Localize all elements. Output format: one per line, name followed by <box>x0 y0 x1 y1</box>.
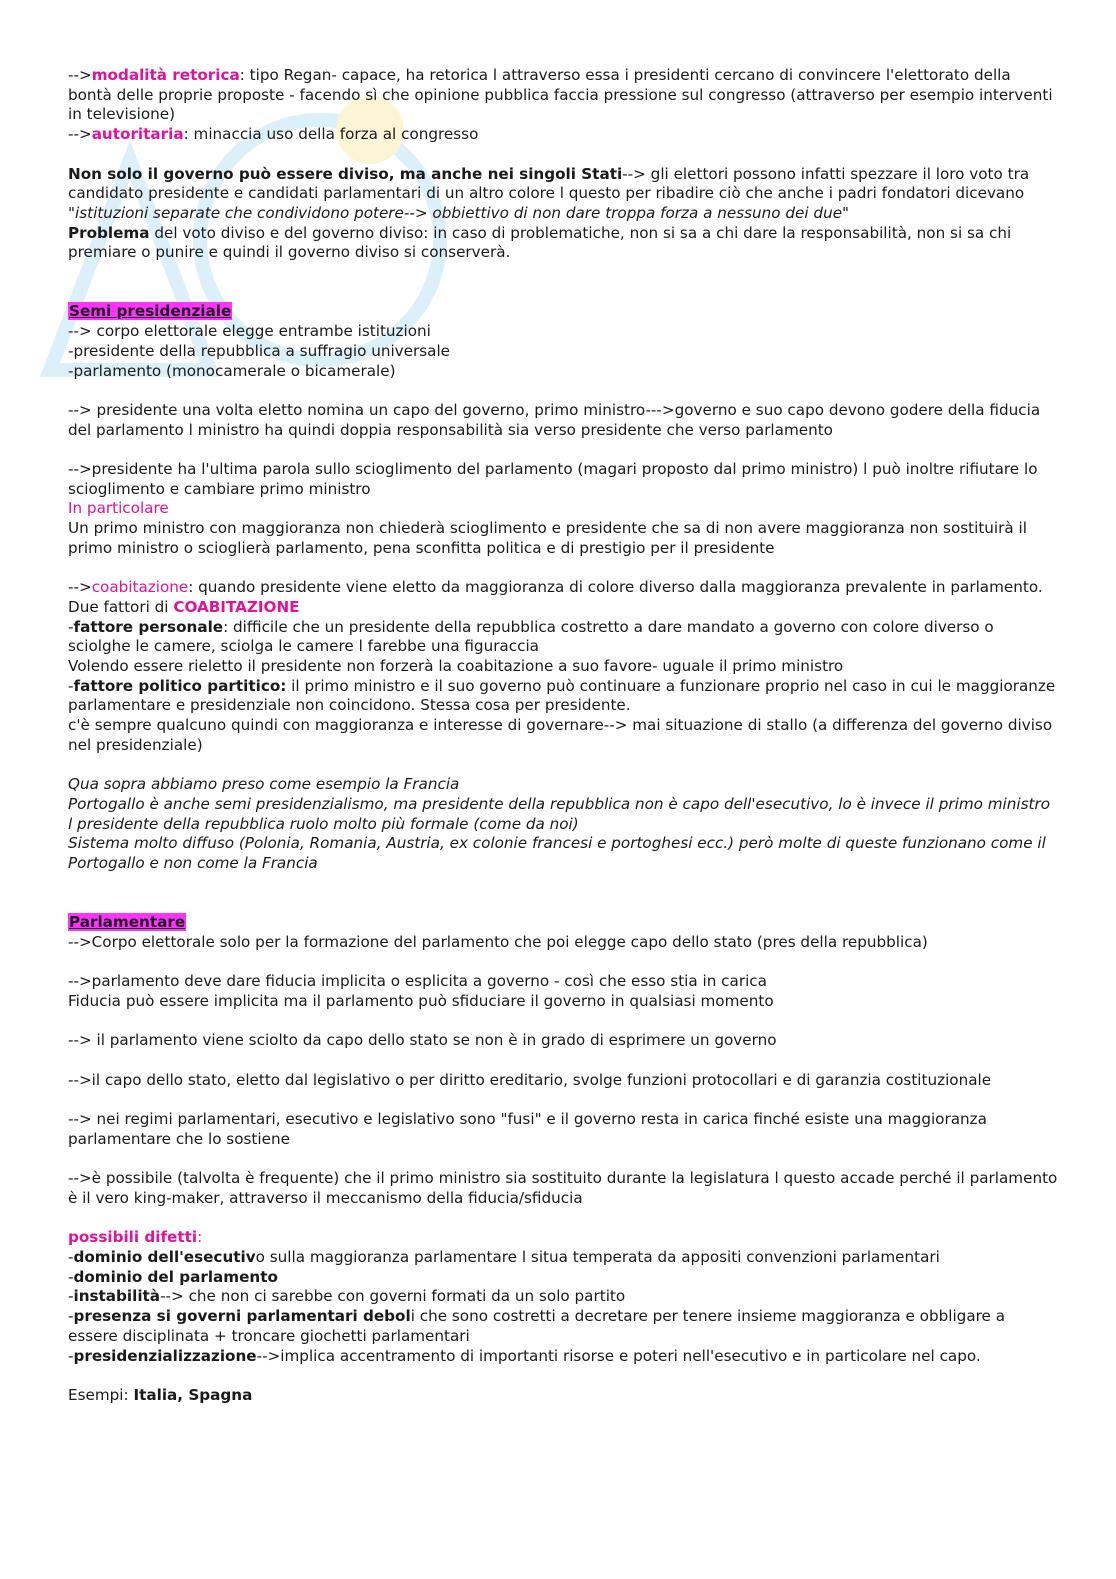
list-item: -instabilità--> che non ci sarebbe con governi formati da un solo partito <box>68 1287 626 1306</box>
term-coabitazione: coabitazione <box>91 578 189 597</box>
line: Volendo essere rieletto il presidente non forzerà la coabitazione a suo favore- uguale il primo ministro <box>68 657 844 676</box>
list-item: -dominio dell'esecutivo sulla maggioranza parlamentare l situa temperata da appositi convenzioni parlamentari <box>68 1247 940 1266</box>
paragraph-governo-diviso: Non solo il governo può essere diviso, ma anche nei singoli Stati--> gli elettori possono infatti spezzare il loro voto tra candidato presidente e candidati parlamentari di un altro colore l questo per ribadire ciò che anche i padri fondatori dicevano "istituzioni separate che condividono potere--> obbiettivo di non dare troppa forza a nessuno dei due" <box>68 164 1030 222</box>
line: --> il parlamento viene sciolto da capo dello stato se non è in grado di esprimere un governo <box>68 1031 777 1050</box>
paragraph: -->il capo dello stato, eletto dal legislativo o per diritto ereditario, svolge funzioni protocollari e di garanzia costituzionale <box>68 1070 992 1089</box>
line: -parlamento (monocamerale o bicamerale) <box>68 361 396 380</box>
list-item: -presenza si governi parlamentari deboli che sono costretti a decretare per tenere insieme maggioranza e obbligare a essere disciplinata + troncare giochetti parlamentari <box>68 1307 1006 1345</box>
paragraph: --> nei regimi parlamentari, esecutivo e legislativo sono "fusi" e il governo resta in carica finché esiste una maggioranza parlamentare che lo sostiene <box>68 1110 987 1148</box>
section-heading-parlamentare: Parlamentare <box>69 913 186 932</box>
paragraph-coabitazione: -->coabitazione: quando presidente viene eletto da maggioranza di colore diverso dalla maggioranza prevalente in parlamento. <box>68 578 1043 597</box>
line: --> corpo elettorale elegge entrambe istituzioni <box>68 322 431 341</box>
paragraph-modalita-retorica: -->modalità retorica: tipo Regan- capace, ha retorica l attraverso essa i presidenti cercano di convincere l'elettorato della bontà delle proprie proposte - facendo sì che opinione pubblica faccia pressione sul congresso (attraverso per esempio interventi in televisione) <box>68 66 1053 124</box>
italic-note: Portogallo è anche semi presidenzialismo, ma presidente della repubblica non è capo dell'esecutivo, lo è invece il primo ministro l presidente della repubblica ruolo molto più formale (come da noi) <box>68 794 1051 833</box>
line: -presidente della repubblica a suffragio universale <box>68 341 451 360</box>
paragraph: --> presidente una volta eletto nomina un capo del governo, primo ministro--->governo e suo capo devono godere della fiducia del parlamento l ministro ha quindi doppia responsabilità sia verso presidente che verso parlamento <box>68 400 1041 439</box>
line: -->Corpo elettorale solo per la formazione del parlamento che poi elegge capo dello stato (pres della repubblica) <box>68 932 928 951</box>
section-heading-semi-presidenziale: Semi presidenziale <box>69 302 232 321</box>
list-item: -presidenzializzazione-->implica accentramento di importanti risorse e poteri nell'esecutivo e in particolare nel capo. <box>68 1346 981 1365</box>
italic-note: Qua sopra abbiamo preso come esempio la Francia <box>68 775 460 794</box>
paragraph: -->è possibile (talvolta è frequente) che il primo ministro sia sostituito durante la legislatura l questo accade perché il parlamento è il vero king-maker, attraverso il meccanismo della fiducia/sfiducia <box>68 1169 1058 1207</box>
paragraph-fattore-politico: -fattore politico partitico: il primo ministro e il suo governo può continuare a funzionare proprio nel caso in cui le maggioranze parlamentare e presidenziale non coincidono. Stessa cosa per presidente. <box>68 676 1056 715</box>
paragraph-autoritaria: -->autoritaria: minaccia uso della forza al congresso <box>68 125 479 144</box>
paragraph: c'è sempre qualcuno quindi con maggioranza e interesse di governare--> mai situazione di stallo (a differenza del governo diviso nel presidenziale) <box>68 716 1053 754</box>
list-item: -dominio del parlamento <box>68 1267 278 1286</box>
paragraph-fattore-personale: -fattore personale: difficile che un presidente della repubblica costretto a dare mandato a governo con colore diverso o sciolghe le camere, sciolga le camere l farebbe una figuraccia <box>68 617 994 656</box>
label-in-particolare: In particolare <box>68 499 169 518</box>
line-due-fattori: Due fattori di COABITAZIONE <box>68 597 300 616</box>
paragraph: Un primo ministro con maggioranza non chiederà scioglimento e presidente che sa di non avere maggioranza non sostituirà il primo ministro o scioglierà parlamento, pena sconfitta politica e di prestigio per il presidente <box>68 519 1027 557</box>
term-autoritaria: autoritaria <box>91 125 184 144</box>
term-coabitazione-caps: COABITAZIONE <box>173 597 300 616</box>
term-modalita-retorica: modalità retorica <box>91 66 240 84</box>
label-possibili-difetti: possibili difetti: <box>68 1228 203 1247</box>
line: Fiducia può essere implicita ma il parlamento può sfiduciare il governo in qualsiasi momento <box>68 991 774 1010</box>
paragraph-problema: Problema del voto diviso e del governo diviso: in caso di problematiche, non si sa a chi dare la responsabilità, non si sa chi premiare o punire e quindi il governo diviso si conserverà. <box>68 223 1012 262</box>
document-page <box>68 66 1058 1406</box>
line: -->parlamento deve dare fiducia implicita o esplicita a governo - così che esso stia in carica <box>68 972 767 991</box>
italic-note: Sistema molto diffuso (Polonia, Romania, Austria, ex colonie francesi e portoghesi ecc.) però molte di queste funzionano come il Portogallo e non come la Francia <box>68 834 1046 873</box>
paragraph: -->presidente ha l'ultima parola sullo scioglimento del parlamento (magari proposto dal primo ministro) l può inoltre rifiutare lo scioglimento e cambiare primo ministro <box>68 460 1038 498</box>
line-esempi: Esempi: Italia, Spagna <box>68 1385 253 1404</box>
